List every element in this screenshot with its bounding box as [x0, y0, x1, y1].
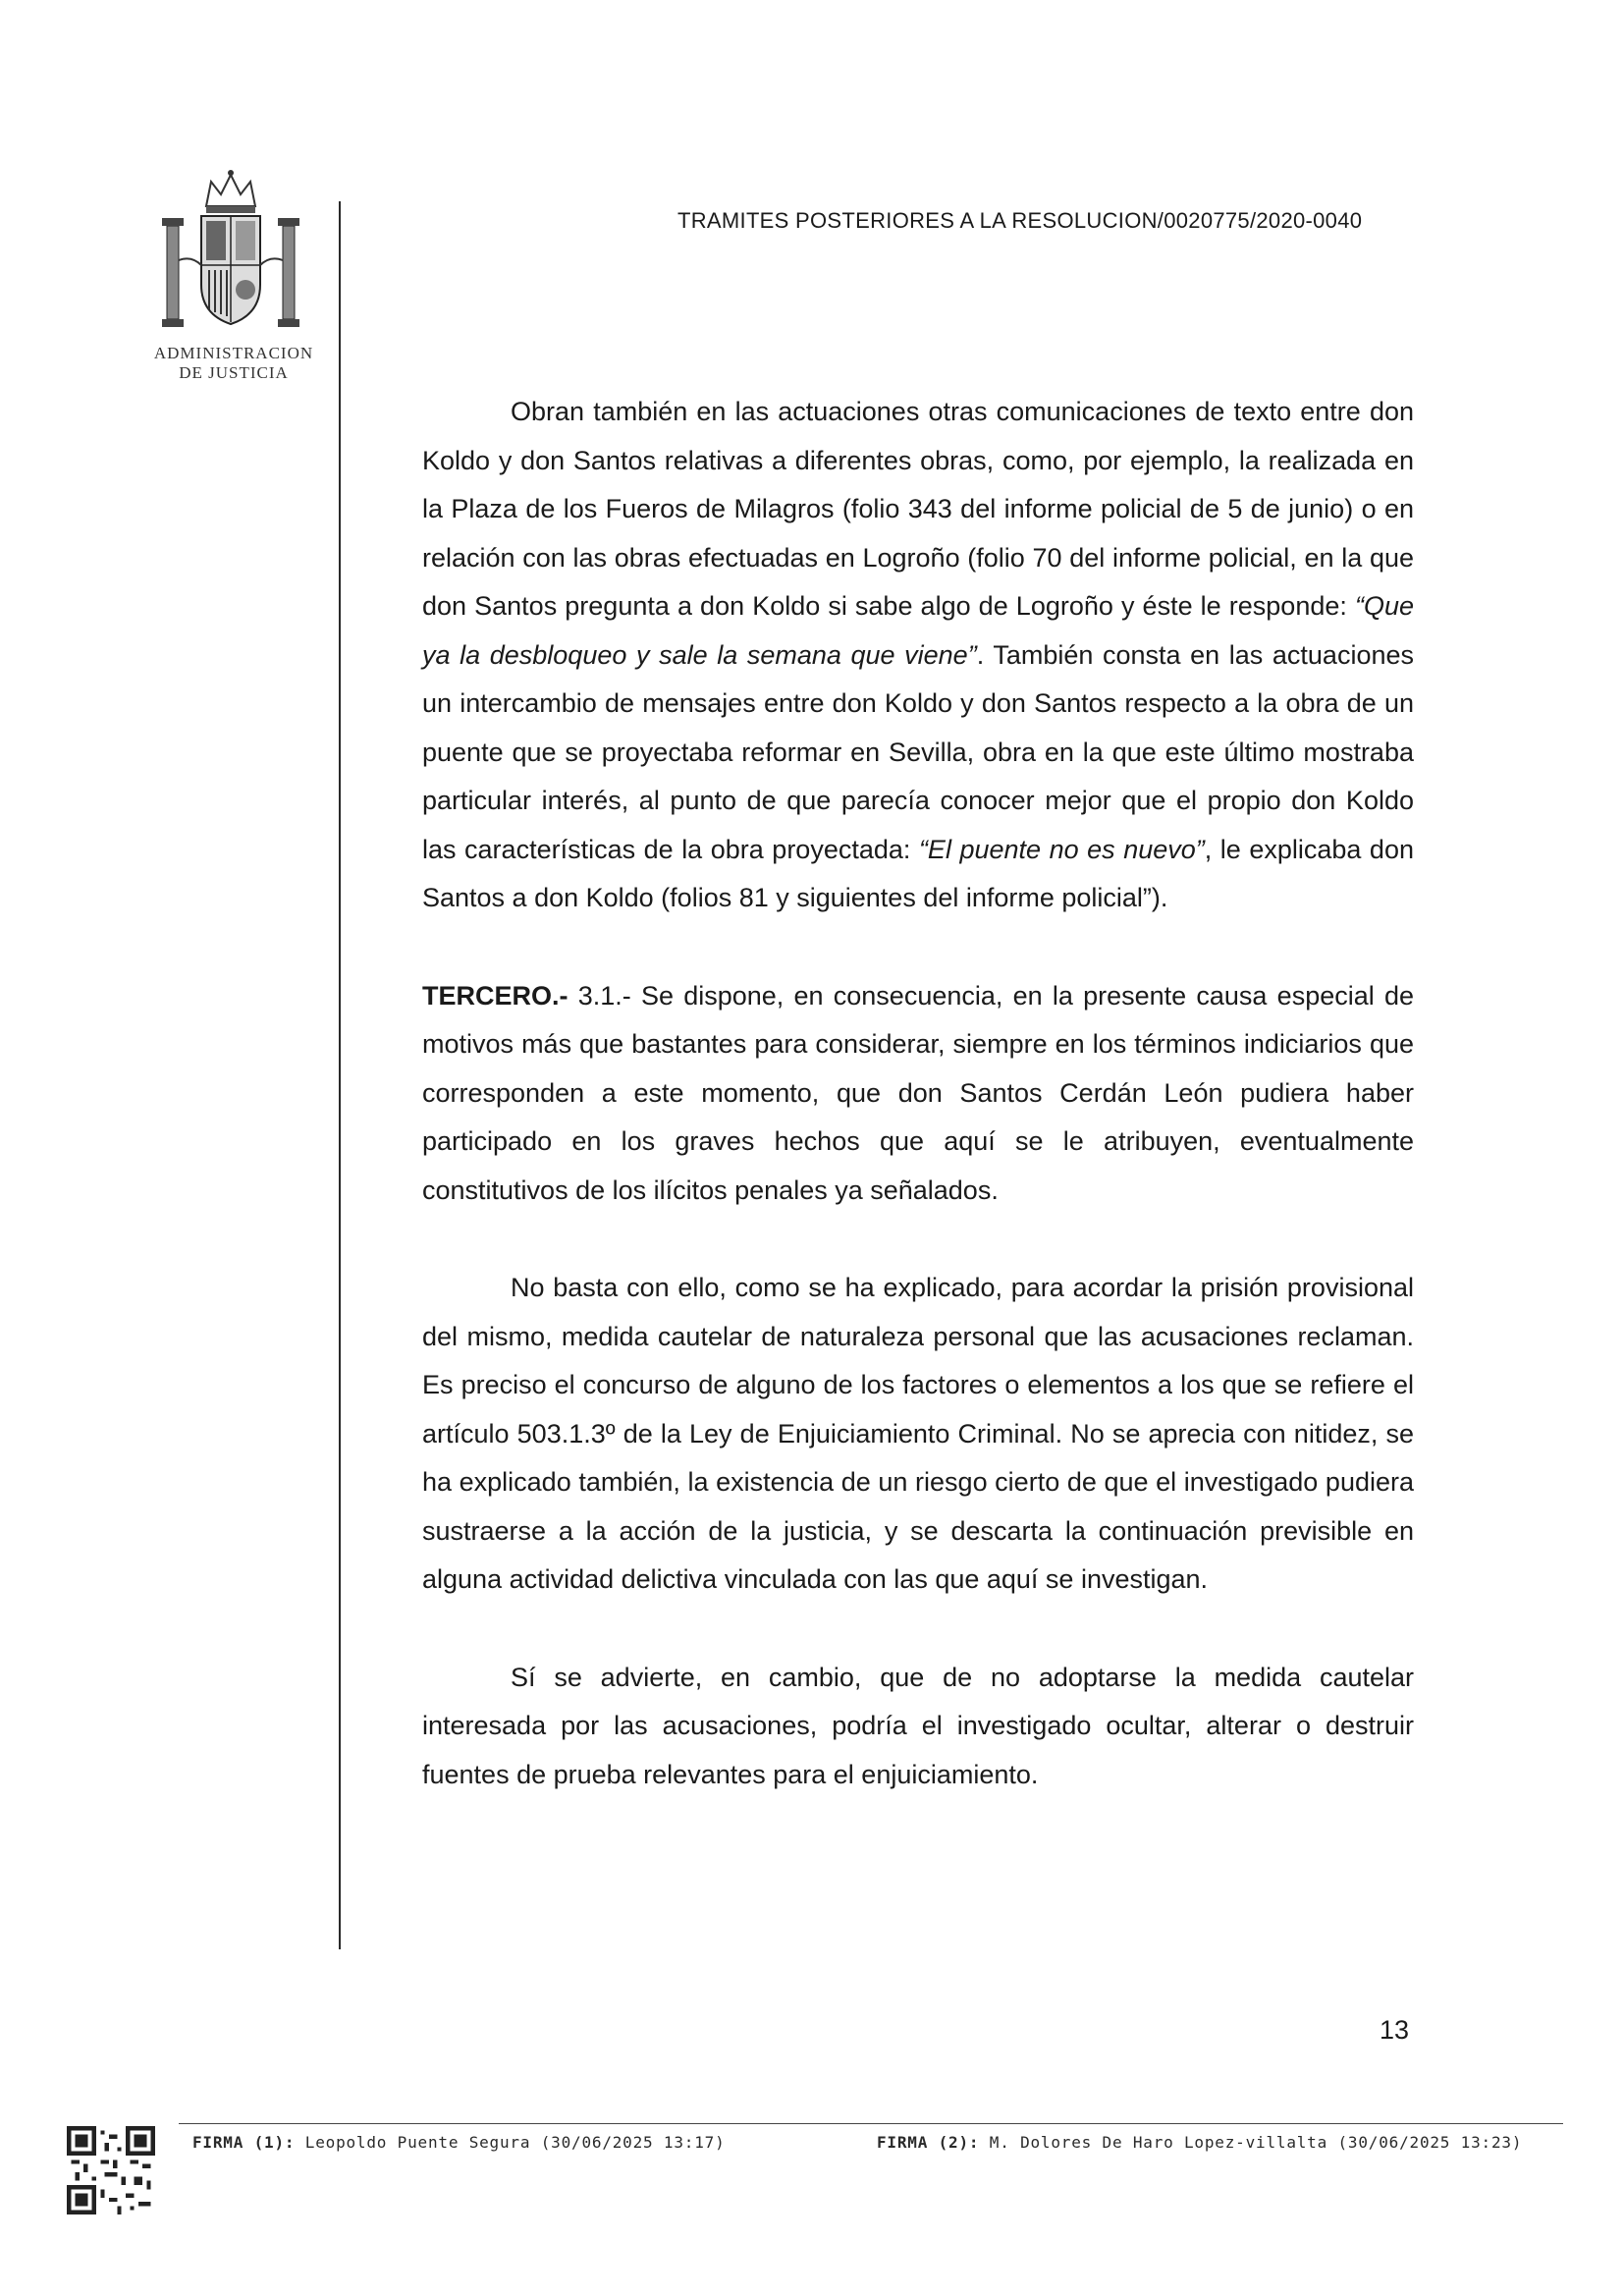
paragraph-1-part2: . También consta en las actuaciones un intercambio de mensajes entre don Koldo y don Santos respecto a la obra de un puente que se proyectaba reformar en Sevilla, obra en la que este último mostraba particular interés, al punto de que parecía conocer mejor que el propio don Koldo las características de la obra proyectada:: [422, 639, 1414, 864]
document-body: [422, 388, 1414, 1799]
margin-divider: [339, 201, 341, 1949]
paragraph-3: No basta con ello, como se ha explicado, para acordar la prisión provisional del mismo, medida cautelar de naturaleza personal que las acusaciones reclaman. Es preciso el concurso de alguno de los factores o elementos a los que se refiere el artículo 503.1.3º de la Ley de Enjuiciamiento Criminal. No se aprecia con nitidez, se ha explicado también, la existencia de un riesgo cierto de que el investigado pudiera sustraerse a la acción de la justicia, y se descarta la continuación previsible en alguna actividad delictiva vinculada con las que aquí se investigan.: [422, 1273, 1414, 1594]
signature-1-label: FIRMA (1):: [192, 2133, 296, 2152]
paragraph-1-part3: , le explicaba don Santos a don Koldo (folios 81 y siguientes del informe policial”).: [422, 834, 1414, 912]
logo-caption: [145, 344, 322, 383]
coat-of-arms-logo: [152, 167, 309, 339]
quote-desbloqueo: “Que ya la desbloqueo y sale la semana que viene”: [422, 591, 1414, 670]
quote-puente: “El puente no es nuevo”: [918, 834, 1205, 864]
signature-2-label: FIRMA (2):: [877, 2133, 980, 2152]
paragraph-2: [422, 972, 1414, 1216]
footer-divider: [179, 2123, 1563, 2124]
section-heading-tercero: TERCERO.-: [422, 980, 568, 1011]
logo-caption-line1: ADMINISTRACION: [153, 344, 314, 362]
signature-1: [192, 2133, 726, 2152]
signature-2: [877, 2133, 1522, 2152]
paragraph-2-text: 3.1.- Se dispone, en consecuencia, en la presente causa especial de motivos más que bastantes para considerar, siempre en los términos indiciarios que corresponden a este momento, que don Santos Cerdán León pudiera haber participado en los graves hechos que aquí se le atribuyen, eventualmente constitutivos de los ilícitos penales ya señalados.: [422, 980, 1414, 1205]
qr-code-icon: [67, 2126, 155, 2214]
paragraph-1-part1: Obran también en las actuaciones otras comunicaciones de texto entre don Koldo y don Santos relativas a diferentes obras, como, por ejemplo, la realizada en la Plaza de los Fueros de Milagros (folio 343 del informe policial de 5 de junio) o en relación con las obras efectuadas en Logroño (folio 70 del informe policial, en la que don Santos pregunta a don Koldo si sabe algo de Logroño y éste le responde:: [422, 397, 1414, 621]
paragraph-1: [422, 388, 1414, 923]
signature-2-value: M. Dolores De Haro Lopez-villalta (30/06/2025 13:23): [989, 2133, 1523, 2152]
document-reference: TRAMITES POSTERIORES A LA RESOLUCION/0020775/2020-0040: [677, 208, 1363, 233]
paragraph-4: Sí se advierte, en cambio, que de no adoptarse la medida cautelar interesada por las acusaciones, podría el investigado ocultar, alterar o destruir fuentes de prueba relevantes para el enjuiciamiento.: [422, 1662, 1414, 1789]
page-number: 13: [1380, 2015, 1410, 2045]
logo-caption-line2: DE JUSTICIA: [179, 363, 289, 382]
signature-1-value: Leopoldo Puente Segura (30/06/2025 13:17): [304, 2133, 726, 2152]
